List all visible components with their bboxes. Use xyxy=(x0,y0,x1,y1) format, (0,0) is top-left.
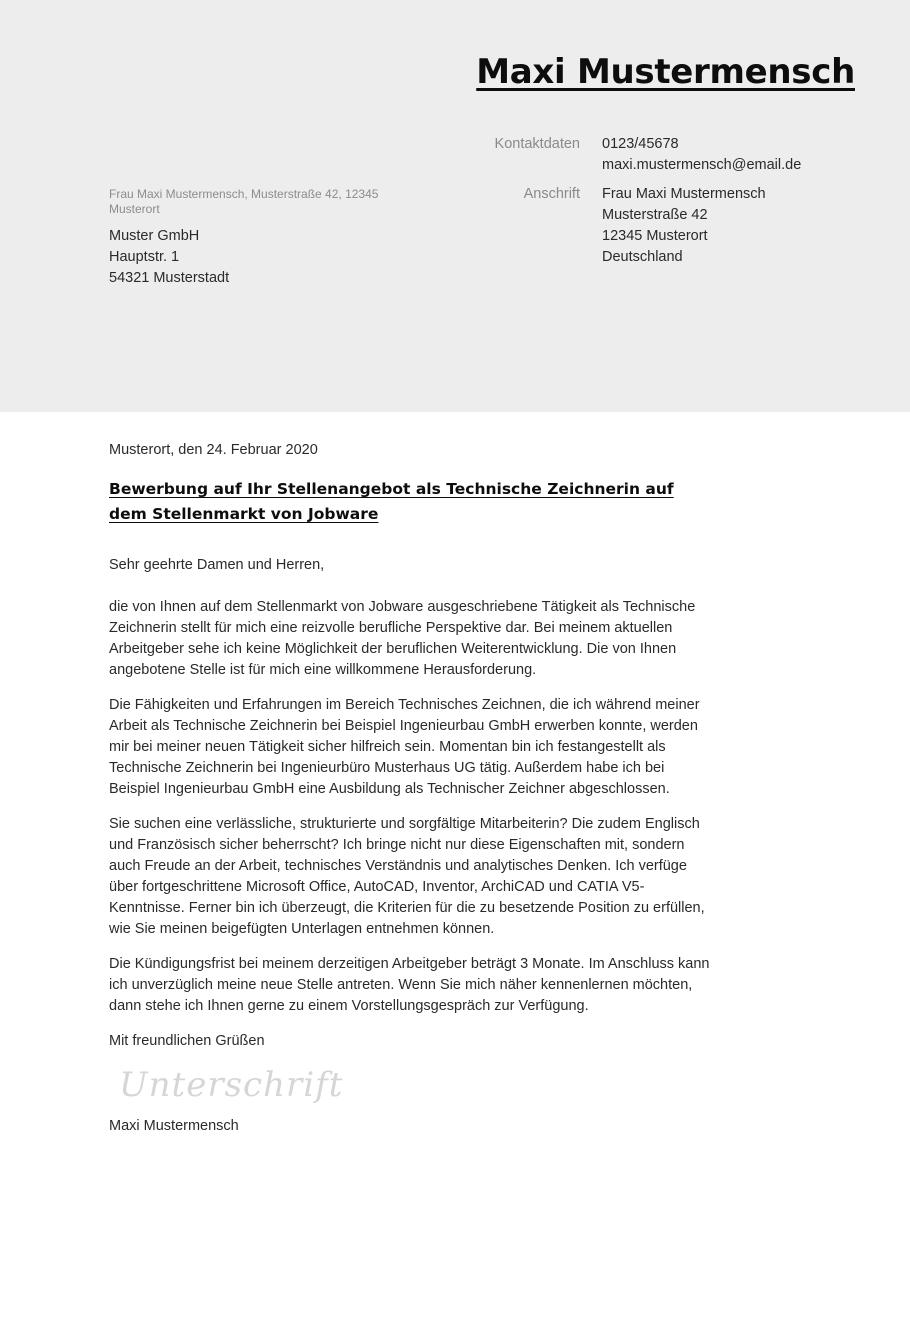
applicant-name: Maxi Mustermensch xyxy=(476,52,855,92)
address-line: 12345 Musterort xyxy=(602,228,708,244)
contact-row xyxy=(470,134,801,176)
paragraph: Die Kündigungsfrist bei meinem derzeitigen Arbeitgeber beträgt 3 Monate. Im Anschluss kann ich unverzüglich meine neue Stelle antreten. Wenn Sie mich näher kennenlernen möchten, dann stehe ich Ihnen gerne zu einem Vorstellungsgespräch zur Verfügung. xyxy=(109,956,710,1014)
signer-name: Maxi Mustermensch xyxy=(109,1118,239,1134)
closing: Mit freundlichen Grüßen xyxy=(109,1033,265,1049)
recipient-address xyxy=(109,226,229,289)
phone-number: 0123/45678 xyxy=(602,136,679,152)
recipient-line: 54321 Musterstadt xyxy=(109,270,230,286)
sender-return-address: Frau Maxi Mustermensch, Musterstraße 42, 12345 Musterort xyxy=(109,187,379,216)
signature-placeholder: Unterschrift xyxy=(119,1065,344,1105)
address-line: Musterstraße 42 xyxy=(602,207,708,223)
salutation: Sehr geehrte Damen und Herren, xyxy=(109,557,325,573)
address-label: Anschrift xyxy=(523,186,580,202)
recipient-line: Muster GmbH xyxy=(109,228,200,244)
address-values xyxy=(602,184,766,268)
address-row xyxy=(470,184,801,268)
contact-values xyxy=(602,134,801,176)
letter-body xyxy=(109,440,719,1137)
paragraph: die von Ihnen auf dem Stellenmarkt von Jobware ausgeschriebene Tätigkeit als Technische Zeichnerin stellt für mich eine reizvolle berufliche Perspektive dar. Bei meinem aktuellen Arbeitgeber sehe ich keine Möglichkeit der beruflichen Weiterentwicklung. Die von Ihnen angebotene Stelle ist für mich eine willkommene Herausforderung. xyxy=(109,599,696,678)
email-address: maxi.mustermensch@email.de xyxy=(602,157,802,173)
contact-block xyxy=(470,134,801,276)
contact-label: Kontaktdaten xyxy=(494,136,580,152)
letter-date: Musterort, den 24. Februar 2020 xyxy=(109,442,318,458)
address-line: Frau Maxi Mustermensch xyxy=(602,186,766,202)
letter-subject: Bewerbung auf Ihr Stellenangebot als Technische Zeichnerin auf dem Stellenmarkt von Jobware xyxy=(109,480,674,523)
recipient-line: Hauptstr. 1 xyxy=(109,249,180,265)
letterhead xyxy=(0,0,910,412)
paragraph: Sie suchen eine verlässliche, strukturierte und sorgfältige Mitarbeiterin? Die zudem Englisch und Französisch sicher beherrscht? Ich bringe nicht nur diese Eigenschaften mit, sondern auch Freude an der Arbeit, technisches Verständnis und analytisches Denken. Ich verfüge über fortgeschrittene Microsoft Office, AutoCAD, Inventor, ArchiCAD und CATIA V5-Kenntnisse. Ferner bin ich überzeugt, die Kriterien für die zu besetzende Position zu erfüllen, wie Sie meinen beigefügten Unterlagen entnehmen können. xyxy=(109,816,705,937)
address-line: Deutschland xyxy=(602,249,683,265)
paragraph: Die Fähigkeiten und Erfahrungen im Bereich Technisches Zeichnen, die ich während meiner Arbeit als Technische Zeichnerin bei Beispiel Ingenieurbau GmbH erwerben konnte, werden mir bei meiner neuen Tätigkeit sicher hilfreich sein. Momentan bin ich festangestellt als Technische Zeichnerin bei Ingenieurbüro Musterhaus UG tätig. Außerdem habe ich bei Beispiel Ingenieurbau GmbH eine Ausbildung als Technischer Zeichner abgeschlossen. xyxy=(109,697,700,797)
